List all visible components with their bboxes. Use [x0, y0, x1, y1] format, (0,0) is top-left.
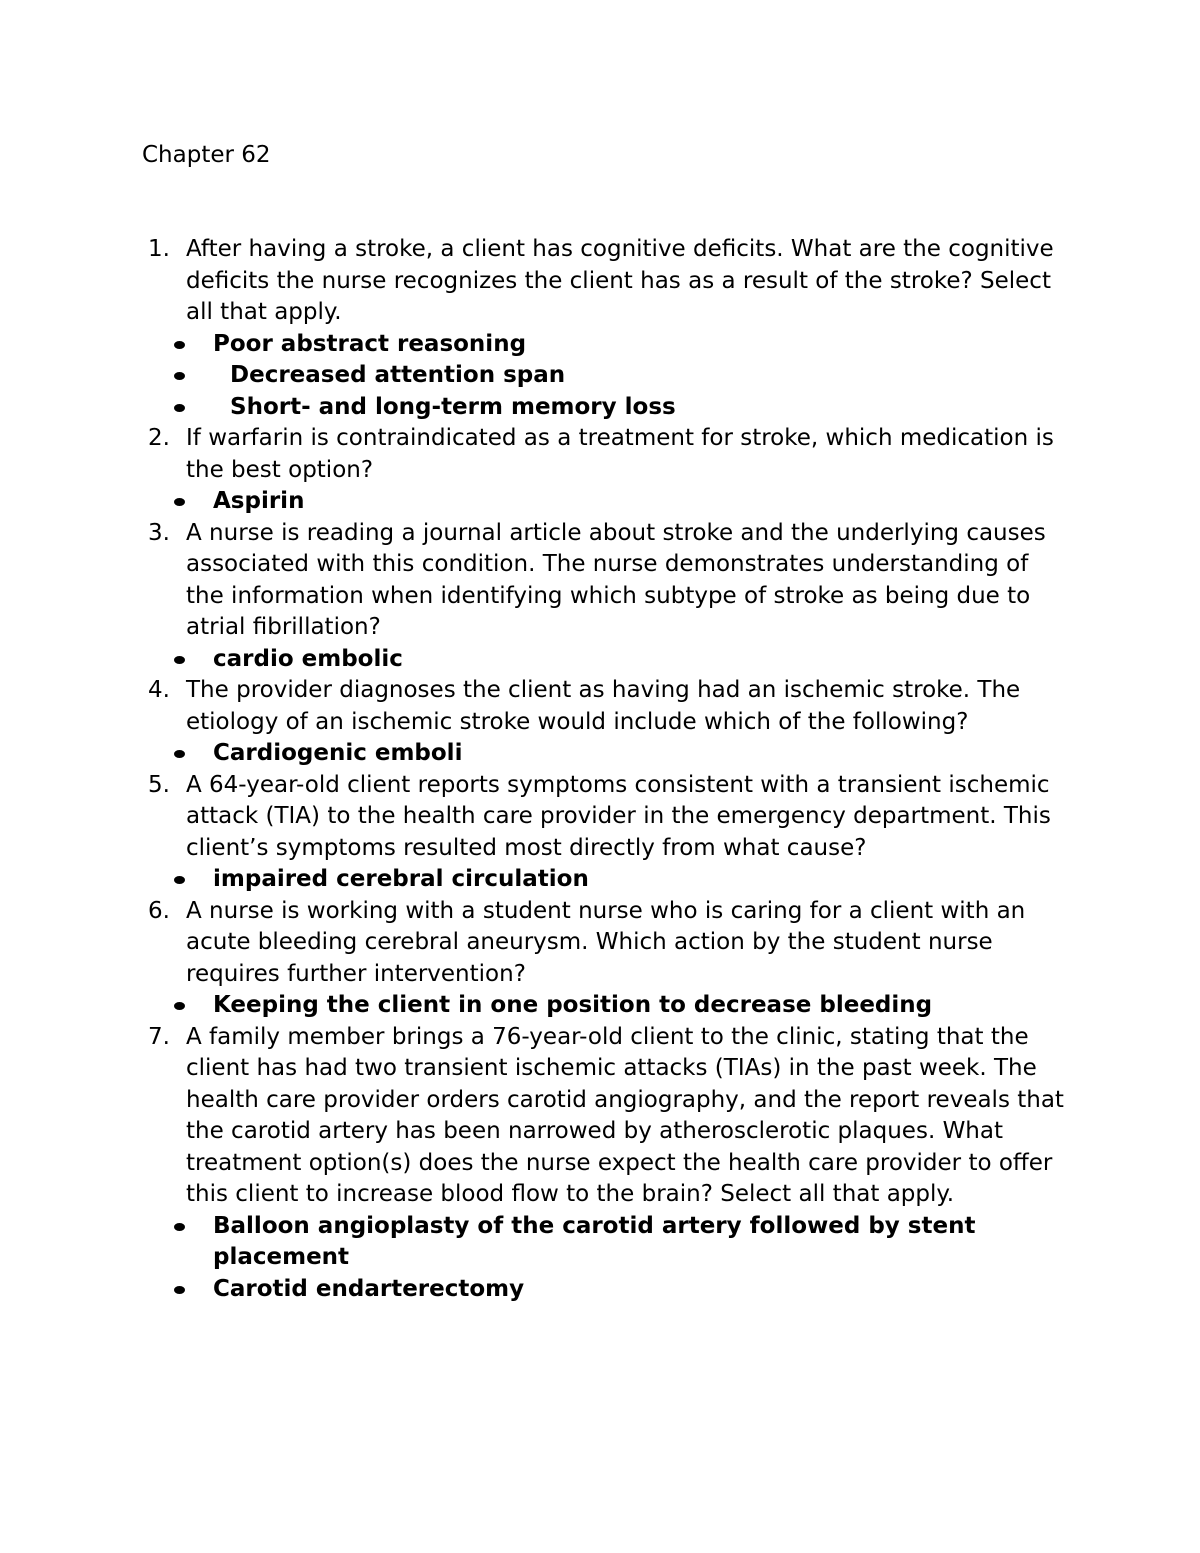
- question-number: 2.: [148, 425, 170, 451]
- answer-item: [186, 360, 1072, 392]
- answer-item: [186, 644, 1072, 676]
- bullet-icon: [174, 1002, 185, 1010]
- question-number: 1.: [148, 236, 170, 262]
- answer-item: [186, 329, 1072, 361]
- bullet-icon: [174, 498, 185, 506]
- question-item: [142, 518, 1072, 676]
- answer-list: [186, 738, 1072, 770]
- answer-list: [186, 1211, 1072, 1306]
- question-number: 5.: [148, 771, 170, 798]
- question-number: 7.: [148, 1023, 170, 1050]
- answer-list: [186, 990, 1072, 1022]
- answer-text: Poor abstract reasoning: [213, 330, 527, 357]
- answer-text: Aspirin: [213, 488, 305, 514]
- answer-text: Short- and long-term memory loss: [230, 393, 676, 420]
- answer-text: Cardiogenic emboli: [213, 740, 463, 766]
- question-text: A family member brings a 76-year-old client to the clinic, stating that the client has had two transient ischemic attacks (TIAs) in the past week. The health care provider orders carotid angiography, and the report reveals that the carotid artery has been narrowed by atherosclerotic plaques. What treatment option(s) does the nurse expect the health care provider to offer this client to increase blood flow to the brain? Select all that apply.: [186, 1023, 1064, 1207]
- question-text: After having a stroke, a client has cognitive deficits. What are the cognitive deficits the nurse recognizes the client has as a result of the stroke? Select all that apply.: [186, 236, 1054, 325]
- answer-text: Decreased attention span: [230, 362, 566, 388]
- bullet-icon: [174, 876, 185, 884]
- bullet-icon: [174, 1286, 185, 1294]
- question-item: [142, 896, 1072, 1022]
- question-number: 6.: [148, 897, 170, 924]
- question-text: If warfarin is contraindicated as a treatment for stroke, which medication is the best option?: [186, 425, 1054, 483]
- chapter-title: Chapter 62: [142, 142, 271, 168]
- answer-text: impaired cerebral circulation: [213, 866, 589, 892]
- answer-item: [186, 392, 1072, 424]
- question-number: 4.: [148, 677, 170, 703]
- answer-text: cardio embolic: [213, 645, 403, 672]
- question-number: 3.: [148, 519, 170, 546]
- answer-item: [186, 1211, 1072, 1274]
- answer-item: [186, 486, 1072, 518]
- question-list: [142, 234, 1072, 1305]
- bullet-icon: [174, 404, 185, 412]
- answer-list: [186, 486, 1072, 518]
- bullet-icon: [174, 372, 185, 380]
- answer-item: [186, 990, 1072, 1022]
- bullet-icon: [174, 1223, 185, 1231]
- answer-text: Keeping the client in one position to decrease bleeding: [213, 992, 933, 1018]
- question-text: A nurse is reading a journal article about stroke and the underlying causes associated with this condition. The nurse demonstrates understanding of the information when identifying which subtype of stroke as being due to atrial fibrillation?: [186, 519, 1046, 640]
- question-item: [142, 770, 1072, 896]
- answer-list: [186, 864, 1072, 896]
- bullet-icon: [174, 341, 185, 349]
- question-item: [142, 423, 1072, 518]
- answer-list: [186, 329, 1072, 424]
- question-text: The provider diagnoses the client as having had an ischemic stroke. The etiology of an ischemic stroke would include which of the following?: [186, 677, 1021, 735]
- question-item: [142, 675, 1072, 770]
- answer-text: Balloon angioplasty of the carotid artery followed by stent placement: [213, 1212, 976, 1270]
- answer-item: [186, 864, 1072, 896]
- answer-item: [186, 1274, 1072, 1306]
- answer-item: [186, 738, 1072, 770]
- bullet-icon: [174, 656, 185, 664]
- answer-text: Carotid endarterectomy: [213, 1275, 525, 1302]
- question-text: A nurse is working with a student nurse who is caring for a client with an acute bleeding cerebral aneurysm. Which action by the student nurse requires further intervention?: [186, 897, 1026, 987]
- question-text: A 64-year-old client reports symptoms consistent with a transient ischemic attack (TIA) to the health care provider in the emergency department. This client’s symptoms resulted most directly from what cause?: [186, 771, 1051, 861]
- question-item: [142, 1022, 1072, 1306]
- question-item: [142, 234, 1072, 423]
- bullet-icon: [174, 750, 185, 758]
- answer-list: [186, 644, 1072, 676]
